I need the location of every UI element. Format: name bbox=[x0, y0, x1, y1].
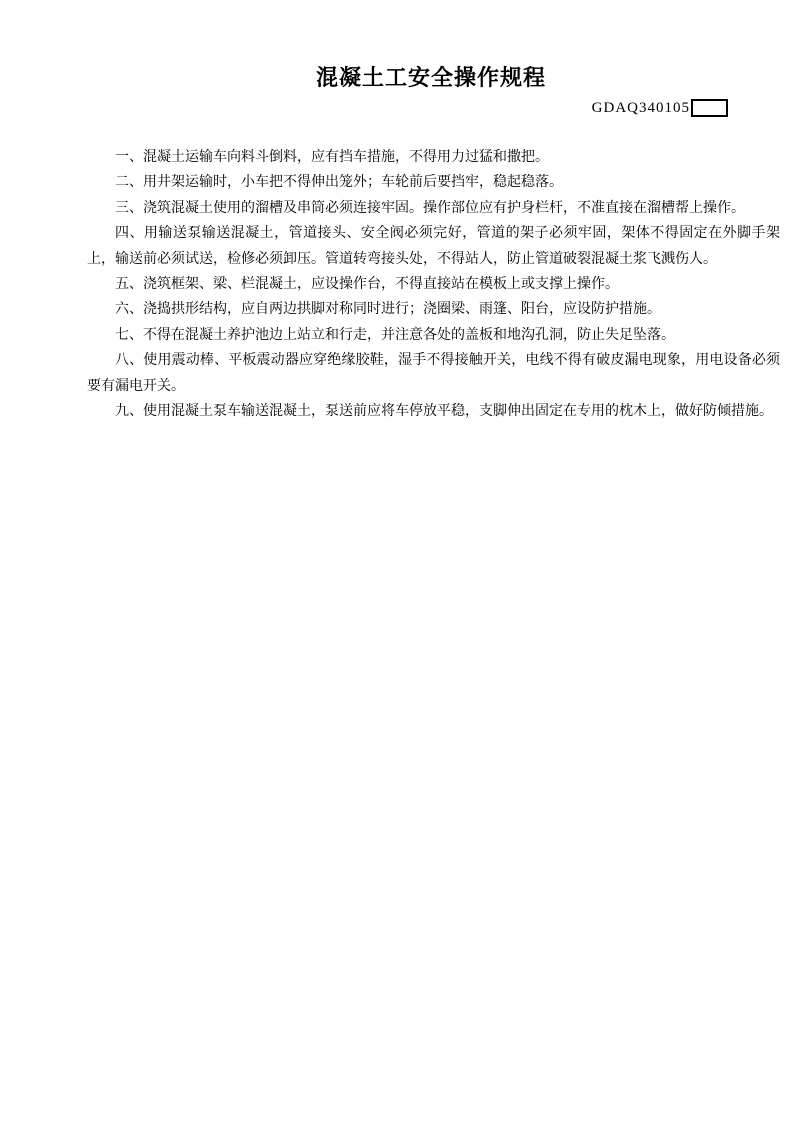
rule-item-7: 七、不得在混凝土养护池边上站立和行走，并注意各处的盖板和地沟孔洞，防止失足坠落。 bbox=[115, 327, 675, 343]
rule-item-5: 五、浇筑框架、梁、栏混凝土，应设操作台，不得直接站在模板上或支撑上操作。 bbox=[115, 277, 619, 293]
doc-code: GDAQ340105 bbox=[591, 100, 690, 116]
rule-item-8: 八、使用震动棒、平板震动器应穿绝缘胶鞋，湿手不得接触开关，电线不得有破皮漏电现象，用电设备必须要有漏电开关。 bbox=[87, 353, 780, 394]
rule-item-9: 九、使用混凝土泵车输送混凝土，泵送前应将车停放平稳，支脚伸出固定在专用的枕木上，做好防倾措施。 bbox=[115, 404, 773, 420]
rule-item-6: 六、浇捣拱形结构，应自两边拱脚对称同时进行；浇圈梁、雨篷、阳台，应设防护措施。 bbox=[115, 302, 661, 318]
rule-item-4: 四、用输送泵输送混凝土，管道接头、安全阀必须完好，管道的架子必须牢固，架体不得固定在外脚手架上，输送前必须试送，检修必须卸压。管道转弯接头处，不得站人，防止管道破裂混凝土浆飞溅伤人。 bbox=[87, 226, 780, 267]
rule-item-1: 一、混凝土运输车向料斗倒料，应有挡车措施，不得用力过猛和撒把。 bbox=[115, 150, 549, 165]
doc-code-row bbox=[592, 98, 728, 118]
rule-item-3: 三、浇筑混凝土使用的溜槽及串筒必须连接牢固。操作部位应有护身栏杆，不准直接在溜槽帮上操作。 bbox=[115, 200, 745, 216]
rule-item-2: 二、用井架运输时，小车把不得伸出笼外；车轮前后要挡牢，稳起稳落。 bbox=[115, 175, 563, 191]
document-body bbox=[87, 145, 780, 424]
doc-code-box bbox=[691, 99, 728, 117]
page-title: 混凝土工安全操作规程 bbox=[315, 66, 546, 91]
